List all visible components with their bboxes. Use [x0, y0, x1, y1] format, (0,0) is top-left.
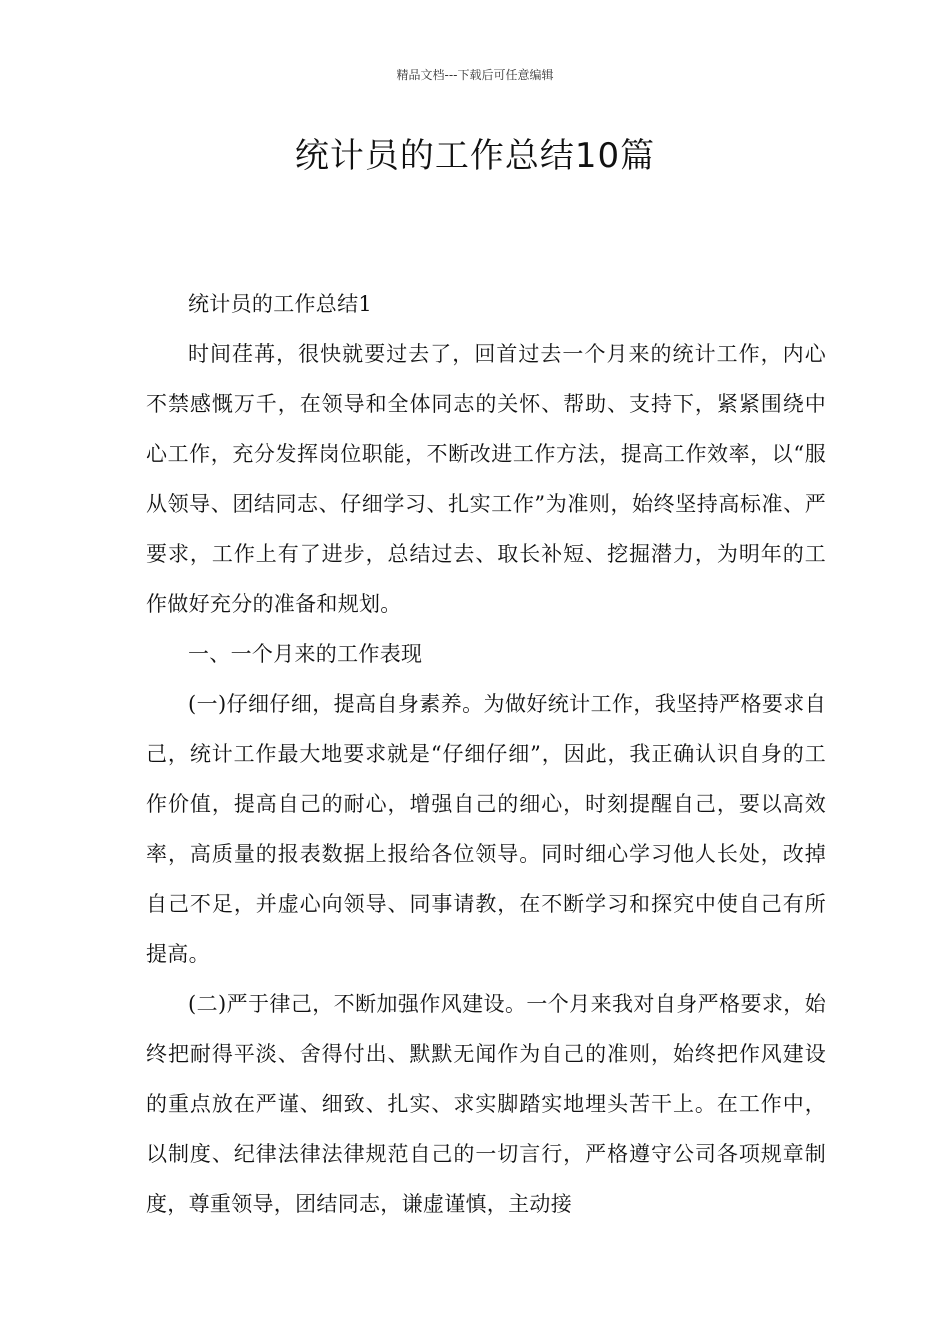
body-paragraph: (一)仔细仔细，提高自身素养。为做好统计工作，我坚持严格要求自己，统计工作最大地要求就是“仔细仔细”，因此，我正确认识自身的工作价值，提高自己的耐心，增强自己的细心，时刻提醒自己，要以高效率，高质量的报表数据上报给各位领导。同时细心学习他人长处，改掉自己不足，并虚心向领导、同事请教，在不断学习和探究中使自己有所提高。 [146, 692, 826, 966]
section-heading: 统计员的工作总结1 [188, 292, 373, 316]
document-title: 统计员的工作总结10篇 [294, 136, 656, 176]
body-paragraph: 时间荏苒，很快就要过去了，回首过去一个月来的统计工作，内心不禁感慨万千，在领导和全体同志的关怀、帮助、支持下，紧紧围绕中心工作，充分发挥岗位职能，不断改进工作方法，提高工作效率，以“服从领导、团结同志、仔细学习、扎实工作”为准则，始终坚持高标准、严要求，工作上有了进步，总结过去、取长补短、挖掘潜力，为明年的工作做好充分的准备和规划。 [146, 342, 826, 616]
header-note: 精品文档---下载后可任意编辑 [396, 68, 554, 82]
body-paragraph: (二)严于律己，不断加强作风建设。一个月来我对自身严格要求，始终把耐得平淡、舍得付出、默默无闻作为自己的准则，始终把作风建设的重点放在严谨、细致、扎实、求实脚踏实地埋头苦干上。在工作中，以制度、纪律法律法律规范自己的一切言行，严格遵守公司各项规章制度，尊重领导，团结同志，谦虚谨慎，主动接 [146, 992, 826, 1216]
document-body [146, 279, 826, 1229]
section-heading: 一、一个月来的工作表现 [188, 642, 423, 666]
